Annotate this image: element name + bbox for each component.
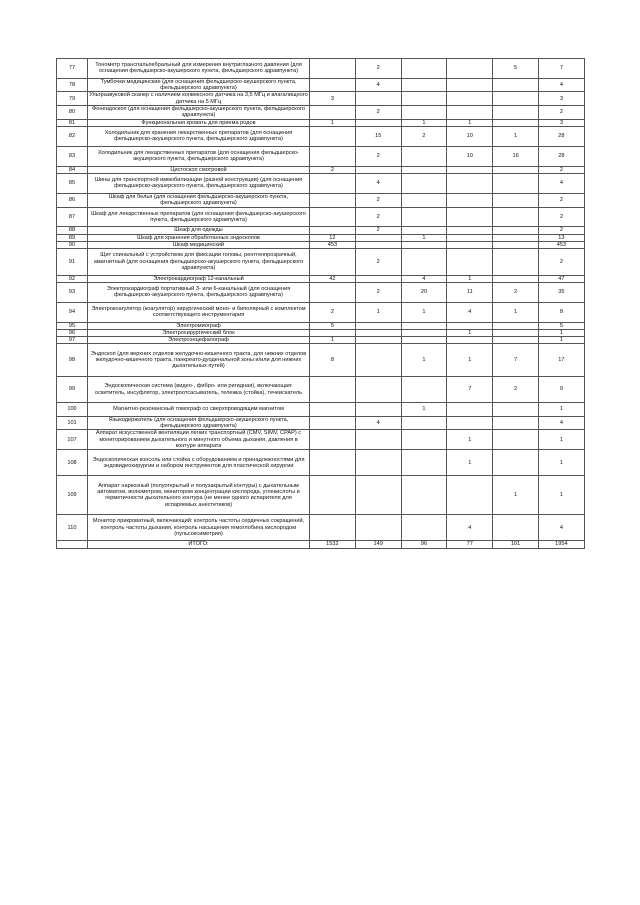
quantity-cell: 1 [401,234,447,241]
quantity-cell [310,249,356,275]
quantity-cell [310,403,356,417]
row-number [57,541,88,548]
quantity-cell [401,476,447,515]
quantity-cell: 1 [447,344,493,377]
quantity-cell: 1 [401,119,447,126]
quantity-cell [355,403,401,417]
quantity-cell [355,275,401,282]
row-number: 93 [57,282,88,302]
quantity-cell: 5 [493,59,539,79]
quantity-cell [310,106,356,120]
row-total: 453 [538,242,584,249]
table-row [57,207,585,227]
table-row [57,249,585,275]
quantity-cell [401,337,447,344]
row-total: 4 [538,78,584,92]
quantity-cell [447,476,493,515]
equipment-name: Щит спинальный с устройством для фиксации головы, рентгенпрозрачный, амагнитный (для оснащения фельдшерско-акушерского пункта, фельдшерского здравпункта) [88,249,310,275]
row-number: 80 [57,106,88,120]
equipment-name: Электроэнцефалограф [88,337,310,344]
quantity-cell: 16 [493,146,539,166]
row-total: 5 [538,322,584,329]
quantity-cell [493,430,539,450]
quantity-cell [401,78,447,92]
row-number: 110 [57,515,88,541]
quantity-cell: 20 [401,282,447,302]
quantity-cell: 4 [355,416,401,430]
quantity-cell: 2 [493,376,539,402]
quantity-cell [493,322,539,329]
table-row [57,193,585,207]
quantity-cell: 2 [310,166,356,173]
row-number: 100 [57,403,88,417]
row-number: 85 [57,174,88,194]
quantity-cell [401,249,447,275]
quantity-cell [401,106,447,120]
quantity-cell [493,450,539,476]
quantity-cell: 3 [310,92,356,106]
quantity-cell [355,450,401,476]
row-total: 4 [538,515,584,541]
row-number: 84 [57,166,88,173]
equipment-name: Цистоскоп смотровой [88,166,310,173]
quantity-cell [493,337,539,344]
quantity-cell [355,329,401,336]
quantity-cell [447,193,493,207]
row-total: 1 [538,337,584,344]
equipment-name: Аппарат искусственной вентиляции легких транспортный (CMV, SIMV, CPAP) с мониторированием дыхательного и минутного объема дыхания, давления в контуре аппарата [88,430,310,450]
table-row [57,146,585,166]
quantity-cell: 2 [401,126,447,146]
row-number: 86 [57,193,88,207]
equipment-table [56,58,585,549]
table-row [57,92,585,106]
quantity-cell [401,146,447,166]
row-number: 77 [57,59,88,79]
table-row [57,227,585,234]
quantity-cell [355,242,401,249]
quantity-cell [401,227,447,234]
table-row [57,337,585,344]
quantity-cell [401,174,447,194]
row-total: 47 [538,275,584,282]
equipment-name: Шкаф медицинский [88,242,310,249]
quantity-cell: 1 [447,329,493,336]
quantity-cell: 1 [310,337,356,344]
row-total: 2 [538,207,584,227]
table-row [57,541,585,548]
quantity-cell [310,207,356,227]
quantity-cell [447,234,493,241]
table-row [57,376,585,402]
equipment-name: Магнитно-резонансный томограф со сверхпроводящим магнитом [88,403,310,417]
table-row [57,416,585,430]
quantity-cell: 1 [355,302,401,322]
quantity-cell [401,515,447,541]
row-total: 2 [538,106,584,120]
row-total: 28 [538,126,584,146]
equipment-name: Электрохирургический блок [88,329,310,336]
quantity-cell [447,174,493,194]
quantity-cell [447,249,493,275]
table-row [57,275,585,282]
table-row [57,476,585,515]
quantity-cell [310,227,356,234]
quantity-cell [401,376,447,402]
row-total: 3 [538,119,584,126]
row-total: 13 [538,234,584,241]
equipment-name: Языкодержатель (для оснащения фельдшерско-акушерского пункта, фельдшерского здравпункта) [88,416,310,430]
quantity-cell [447,78,493,92]
equipment-name: Тонометр транспальпебральный для измерения внутриглазного давления (для оснащения фельдшерско-акушерского пункта, фельдшерского здравпункта) [88,59,310,79]
equipment-name: Эндоскоп (для верхних отделов желудочно-кишечного тракта, для нижних отделов желудочно-кишечного тракта, панкреато-дуоденальной зоны и/или для нижних дыхательных путей) [88,344,310,377]
equipment-name: Электромиограф [88,322,310,329]
quantity-cell [493,242,539,249]
quantity-cell: 15 [355,126,401,146]
equipment-name: Холодильник для хранения лекарственных препаратов (для оснащения фельдшерско-акушерского пункта, фельдшерского здравпункта) [88,126,310,146]
equipment-name: Шкаф для хранения обработанных эндоскопов [88,234,310,241]
row-number: 81 [57,119,88,126]
quantity-cell [493,119,539,126]
table-row [57,166,585,173]
quantity-cell: 1 [493,126,539,146]
quantity-cell [355,92,401,106]
quantity-cell: 5 [310,322,356,329]
table-row [57,282,585,302]
quantity-cell [447,322,493,329]
quantity-cell [401,193,447,207]
quantity-cell [493,106,539,120]
table-row [57,106,585,120]
quantity-cell: 1 [447,430,493,450]
quantity-cell [401,329,447,336]
quantity-cell [401,207,447,227]
quantity-cell: 11 [447,282,493,302]
quantity-cell: 1 [447,450,493,476]
row-total: 35 [538,282,584,302]
quantity-cell: 2 [355,193,401,207]
quantity-cell: 1532 [310,541,356,548]
quantity-cell: 4 [401,275,447,282]
quantity-cell [447,337,493,344]
quantity-cell [310,282,356,302]
quantity-cell [310,59,356,79]
quantity-cell [310,146,356,166]
quantity-cell [493,227,539,234]
quantity-cell: 1 [447,119,493,126]
quantity-cell [447,403,493,417]
table-row [57,450,585,476]
quantity-cell: 2 [493,282,539,302]
quantity-cell [355,476,401,515]
row-number: 79 [57,92,88,106]
quantity-cell: 4 [355,78,401,92]
quantity-cell: 2 [355,249,401,275]
quantity-cell [355,234,401,241]
quantity-cell [493,207,539,227]
row-number: 78 [57,78,88,92]
table-row [57,59,585,79]
quantity-cell: 2 [355,282,401,302]
quantity-cell [447,59,493,79]
row-total: 1954 [538,541,584,548]
quantity-cell [493,329,539,336]
equipment-name: Функциональная кровать для приема родов [88,119,310,126]
quantity-cell [401,416,447,430]
row-total: 2 [538,193,584,207]
row-total: 2 [538,166,584,173]
table-row [57,119,585,126]
quantity-cell [493,174,539,194]
quantity-cell [310,515,356,541]
quantity-cell [493,193,539,207]
equipment-name: Эндоскопическая консоль или стойка с оборудованием и принадлежностями для эндовидеохирургии и набором инструментов для пластической хирургии [88,450,310,476]
quantity-cell: 2 [355,59,401,79]
quantity-cell [355,430,401,450]
quantity-cell: 2 [310,302,356,322]
quantity-cell: 2 [355,146,401,166]
table-row [57,515,585,541]
table-row [57,242,585,249]
equipment-name: Электрокардиограф портативный 3- или 6-канальный (для оснащения фельдшерско-акушерского пункта, фельдшерского здравпункта) [88,282,310,302]
quantity-cell [355,376,401,402]
row-total: 1 [538,476,584,515]
quantity-cell: 4 [447,515,493,541]
row-total: 7 [538,59,584,79]
quantity-cell [310,416,356,430]
equipment-name: Ультразвуковой сканер с наличием конвексного датчика на 3,5 МГц и влагалищного датчика на 5 МГц [89,92,308,105]
row-total: 4 [538,174,584,194]
table-row [57,302,585,322]
quantity-cell [310,78,356,92]
quantity-cell [355,344,401,377]
row-number: 82 [57,126,88,146]
table-row [57,322,585,329]
quantity-cell [447,416,493,430]
table-row [57,344,585,377]
quantity-cell [355,119,401,126]
quantity-cell: 2 [355,207,401,227]
quantity-cell [310,376,356,402]
row-number: 90 [57,242,88,249]
table-row [57,403,585,417]
quantity-cell [401,92,447,106]
row-total: 8 [538,302,584,322]
quantity-cell: 10 [447,146,493,166]
quantity-cell: 12 [310,234,356,241]
row-number: 97 [57,337,88,344]
quantity-cell [447,227,493,234]
quantity-cell [310,329,356,336]
quantity-cell: 10 [447,126,493,146]
quantity-cell [310,450,356,476]
quantity-cell [310,193,356,207]
equipment-name: Электрокардиограф 12-канальный [88,275,310,282]
quantity-cell: 2 [355,106,401,120]
quantity-cell [401,322,447,329]
quantity-cell [447,92,493,106]
equipment-table-body [57,59,585,549]
row-total: 1 [538,329,584,336]
row-number: 109 [57,476,88,515]
table-row [57,329,585,336]
quantity-cell [310,174,356,194]
equipment-name: Электрокоагулятор (коагулятор) хирургический моно- и биполярный с комплектом соответствующего инструментария [88,302,310,322]
quantity-cell: 4 [355,174,401,194]
quantity-cell [401,450,447,476]
equipment-name: Шкаф для лекарственных препаратов (для оснащения фельдшерско-акушерского пункта, фельдшерского здравпункта) [88,207,310,227]
row-total: 1 [538,403,584,417]
quantity-cell: 1 [401,403,447,417]
equipment-name: Фонендоскоп (для оснащения фельдшерско-акушерского пункта, фельдшерского здравпункта) [88,106,310,120]
quantity-cell [401,242,447,249]
quantity-cell [355,515,401,541]
quantity-cell: 1 [447,275,493,282]
row-number: 108 [57,450,88,476]
quantity-cell [355,337,401,344]
quantity-cell [401,59,447,79]
row-total: 1 [538,450,584,476]
quantity-cell [493,416,539,430]
quantity-cell: 1 [493,476,539,515]
equipment-name: Шкаф для белья (для оснащения фельдшерско-акушерского пункта, фельдшерского здравпункта) [88,193,310,207]
row-number: 99 [57,376,88,402]
quantity-cell [447,242,493,249]
quantity-cell [310,430,356,450]
row-number: 101 [57,416,88,430]
quantity-cell: 96 [401,541,447,548]
table-row [57,174,585,194]
quantity-cell [447,106,493,120]
equipment-name: Шины для транспортной иммобилизации (разной конструкции) (для оснащения фельдшерско-акушерского пункта, фельдшерского здравпункта) [88,174,310,194]
quantity-cell: 77 [447,541,493,548]
row-number: 92 [57,275,88,282]
quantity-cell [493,234,539,241]
quantity-cell [355,322,401,329]
equipment-name: Холодильник для лекарственных препаратов (для оснащения фельдшерско-акушерского пункта, фельдшерского здравпункта) [88,146,310,166]
quantity-cell: 42 [310,275,356,282]
row-total: 2 [538,249,584,275]
row-total: 17 [538,344,584,377]
table-row [57,234,585,241]
quantity-cell [310,476,356,515]
table-row [57,126,585,146]
row-number: 91 [57,249,88,275]
quantity-cell: 1 [401,302,447,322]
row-number: 96 [57,329,88,336]
quantity-cell: 1 [493,302,539,322]
table-row [57,78,585,92]
row-number: 83 [57,146,88,166]
row-number: 89 [57,234,88,241]
quantity-cell: 1 [401,344,447,377]
quantity-cell: 4 [447,302,493,322]
quantity-cell [310,126,356,146]
quantity-cell [493,78,539,92]
row-total: 9 [538,376,584,402]
equipment-name: Монитор прикроватный, включающий: контроль частоты сердечных сокращений, контроль частоты дыхания, контроль насыщения гемоглобина кислородом (пульсоксиметрия) [88,515,310,541]
equipment-name: Шкаф для одежды [88,227,310,234]
quantity-cell [447,166,493,173]
quantity-cell [355,166,401,173]
equipment-name: Тумбочки медицинские (для оснащения фельдшерско-акушерского пункта, фельдшерского здравпункта) [88,78,310,92]
row-number: 87 [57,207,88,227]
equipment-name: Эндоскопическая система (видео-, фибро- или ригидная), включающая: осветитель, инсуфлятор, электроотсасыватель, тележка (стойка), течеискатель [88,376,310,402]
quantity-cell [401,430,447,450]
quantity-cell: 1 [310,119,356,126]
quantity-cell [493,403,539,417]
row-number: 95 [57,322,88,329]
quantity-cell [447,207,493,227]
row-total: 4 [538,416,584,430]
quantity-cell [401,166,447,173]
quantity-cell [493,515,539,541]
row-total: 3 [538,92,584,106]
row-total: 1 [538,430,584,450]
quantity-cell: 2 [355,227,401,234]
row-number: 94 [57,302,88,322]
quantity-cell: 453 [310,242,356,249]
quantity-cell: 7 [447,376,493,402]
row-total: 2 [538,227,584,234]
equipment-name: Аппарат наркозный (полуоткрытый и полузакрытый контуры) с дыхательным автоматом, волюметром, монитором концентрации кислорода, углекислоты и герметичности дыхательного контура (не менее одного испарителя для испаряемых анестетиков) [88,476,310,515]
equipment-name: ИТОГО: [88,541,310,548]
quantity-cell: 149 [355,541,401,548]
quantity-cell [493,166,539,173]
quantity-cell [493,92,539,106]
quantity-cell: 7 [493,344,539,377]
row-number: 107 [57,430,88,450]
row-number: 98 [57,344,88,377]
row-number: 88 [57,227,88,234]
quantity-cell [493,249,539,275]
table-row [57,430,585,450]
quantity-cell: 8 [310,344,356,377]
row-total: 28 [538,146,584,166]
quantity-cell: 101 [493,541,539,548]
quantity-cell [493,275,539,282]
